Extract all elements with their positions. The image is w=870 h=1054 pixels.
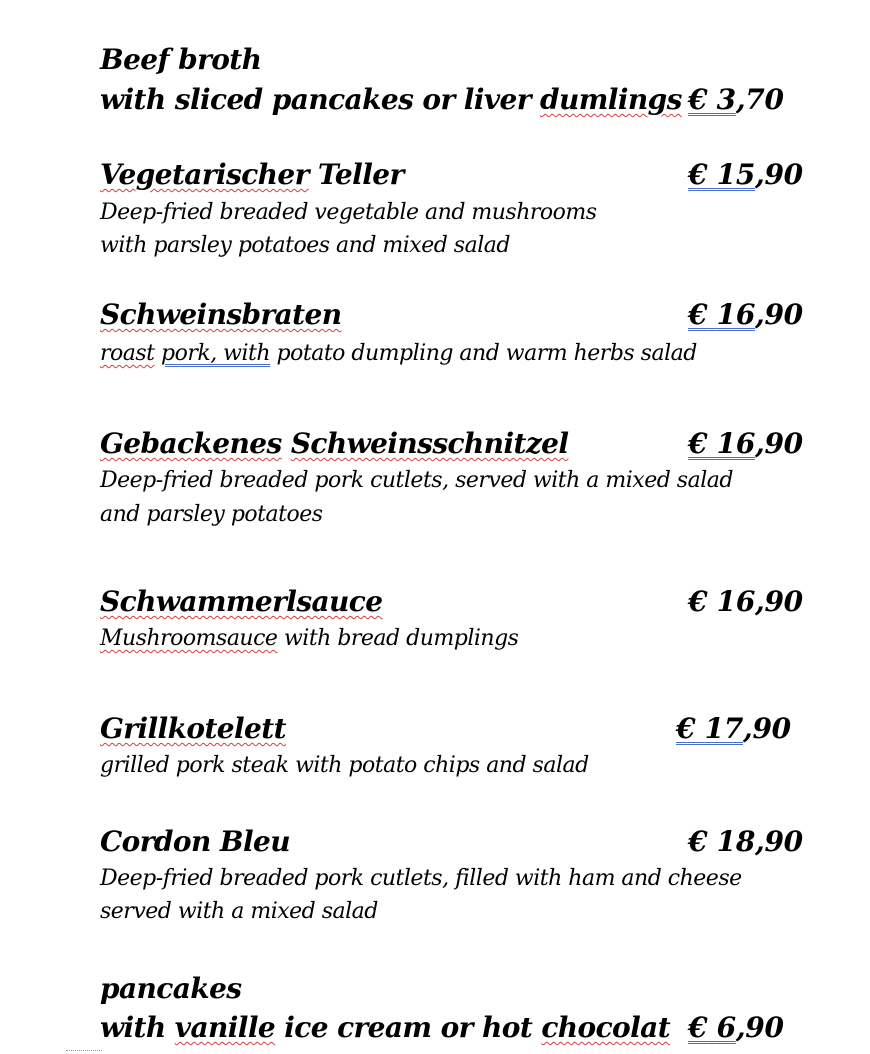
gebackenes-schweinsschnitzel-desc-2: and parsley potatoes bbox=[100, 502, 323, 527]
beef-broth-title: Beef broth bbox=[100, 43, 262, 76]
beef-broth-price: € 3,70 bbox=[688, 83, 784, 116]
page-margin-mark bbox=[66, 1050, 102, 1052]
beef-broth-subtitle: with sliced pancakes or liver dumlings bbox=[100, 83, 682, 116]
cordon-bleu-price: € 18,90 bbox=[688, 825, 803, 858]
vegetarischer-teller-title: Vegetarischer Teller bbox=[100, 158, 404, 191]
vegetarischer-teller-desc-2: with parsley potatoes and mixed salad bbox=[100, 233, 510, 258]
gebackenes-schweinsschnitzel-desc-1: Deep-fried breaded pork cutlets, served with a mixed salad bbox=[100, 468, 733, 493]
cordon-bleu-title: Cordon Bleu bbox=[100, 825, 290, 858]
grillkotelett-title: Grillkotelett bbox=[100, 712, 286, 745]
schweinsbraten-desc: roast pork, with potato dumpling and warm herbs salad bbox=[100, 341, 697, 366]
schwammerlsauce-price: € 16,90 bbox=[688, 585, 803, 618]
schwammerlsauce-desc: Mushroomsauce with bread dumplings bbox=[100, 626, 519, 651]
cordon-bleu-desc-2: served with a mixed salad bbox=[100, 899, 378, 924]
gebackenes-schweinsschnitzel-title: Gebackenes Schweinsschnitzel bbox=[100, 427, 569, 460]
grillkotelett-desc: grilled pork steak with potato chips and salad bbox=[100, 753, 589, 778]
vegetarischer-teller-desc-1: Deep-fried breaded vegetable and mushrooms bbox=[100, 200, 597, 225]
gebackenes-schweinsschnitzel-price: € 16,90 bbox=[688, 427, 803, 460]
pancakes-price: € 6,90 bbox=[688, 1011, 784, 1044]
grillkotelett-price: € 17,90 bbox=[676, 712, 791, 745]
schwammerlsauce-title: Schwammerlsauce bbox=[100, 585, 383, 618]
cordon-bleu-desc-1: Deep-fried breaded pork cutlets, filled with ham and cheese bbox=[100, 866, 742, 891]
schweinsbraten-title: Schweinsbraten bbox=[100, 298, 342, 331]
pancakes-title: pancakes bbox=[100, 972, 242, 1005]
vegetarischer-teller-price: € 15,90 bbox=[688, 158, 803, 191]
pancakes-subtitle: with vanille ice cream or hot chocolat bbox=[100, 1011, 671, 1044]
schweinsbraten-price: € 16,90 bbox=[688, 298, 803, 331]
